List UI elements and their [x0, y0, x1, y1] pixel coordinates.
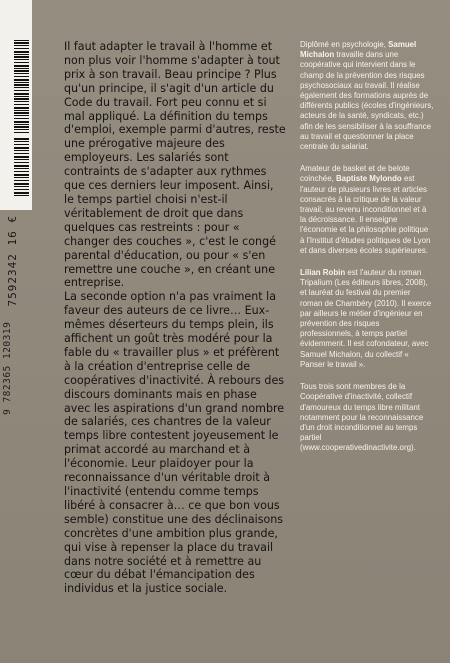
- price-label: 7592342 16 €: [6, 215, 19, 307]
- blurb-paragraph: Il faut adapter le travail à l'homme et non plus voir l'homme s'adapter à tout prix à son travail. Beau principe ? Plus qu'un principe, il s'agit d'un article du Code du travail. Fort peu connu et si mal appliqué. La définition du temps d'emploi, exemple parmi d'autres, reste une prérogative majeure des employeurs. Les salariés sont contraints de s'adapter aux rythmes que ces derniers leur imposent. Ainsi, le temps partiel choisi n'est-il véritablement de droit que dans quelques cas restreints : pour « changer des couches », c'est le congé parental d'éducation, ou pour « s'en remettre une couche », en créant une entreprise.: [64, 40, 286, 290]
- isbn-number: 9 782365 120319: [2, 321, 13, 415]
- author-bio: Lilian Robin est l'auteur du roman Tripalium (Les éditeurs libres, 2008), et lauréat du festival du premier roman de Chambéry (2010). Il exerce par ailleurs le métier d'ingénieur en prévention des risques professionnels, à temps partiel évidemment. Il est cofondateur, avec Samuel Michalon, du collectif « Panser le travail ».: [300, 268, 432, 369]
- blurb-paragraph: La seconde option n'a pas vraiment la faveur des auteurs de ce livre… Eux-mêmes déserteurs du temps plein, ils affichent un goût très modéré pour la fable du « travailler plus » et préfèrent à la création d'entreprise celle de coopératives d'inactivité. À rebours des discours dominants mais en phase avec les aspirations d'un grand nombre de salariés, ces chantres de la valeur temps libre contestent joyeusement le primat accordé au marchand et à l'économie. Leur plaidoyer pour la reconnaissance d'un véritable droit à l'inactivité (entendu comme temps libéré à consacrer à… ce que bon vous semble) constitue une des déclinaisons concrètes d'une ambition plus grande, qui vise à repenser la place du travail dans notre société et à remettre au cœur du débat l'émancipation des individus et la justice sociale.: [64, 290, 285, 596]
- author-bio: Diplômé en psychologie, Samuel Michalon travaille dans une coopérative qui intervient dans le champ de la prévention des risques psychosociaux au travail. Il réalise également des formations auprès de différents publics (écoles d'ingénieurs, acteurs de la santé, syndicats, etc.) afin de les sensibiliser à la souffrance au travail et questionner la place centrale du salariat.: [300, 40, 434, 152]
- author-name: Lilian Robin: [300, 268, 346, 278]
- author-bios: [300, 40, 434, 466]
- collective-note: Tous trois sont membres de la Coopérative d'inactivité, collectif d'amoureux du temps libre militant notamment pour la reconnaissance d'un droit inconditionnel au temps partiel (www.cooperativedinactivite.org).: [300, 382, 424, 453]
- author-name: Baptiste Mylondo: [335, 174, 402, 184]
- author-name: Samuel Michalon: [300, 40, 417, 60]
- author-bio: Amateur de basket et de belote coinchée, Baptiste Mylondo est l'auteur de plusieurs livres et articles consacrés à la critique de la valeur travail, au revenu inconditionnel et à la décroissance. Il enseigne l'économie et la philosophie politique à l'Institut d'études politiques de Lyon et dans diverses écoles supérieures.: [300, 164, 431, 255]
- blurb-text: [64, 40, 286, 596]
- barcode-bars-icon: [14, 40, 29, 135]
- barcode-bars-icon: [14, 138, 29, 198]
